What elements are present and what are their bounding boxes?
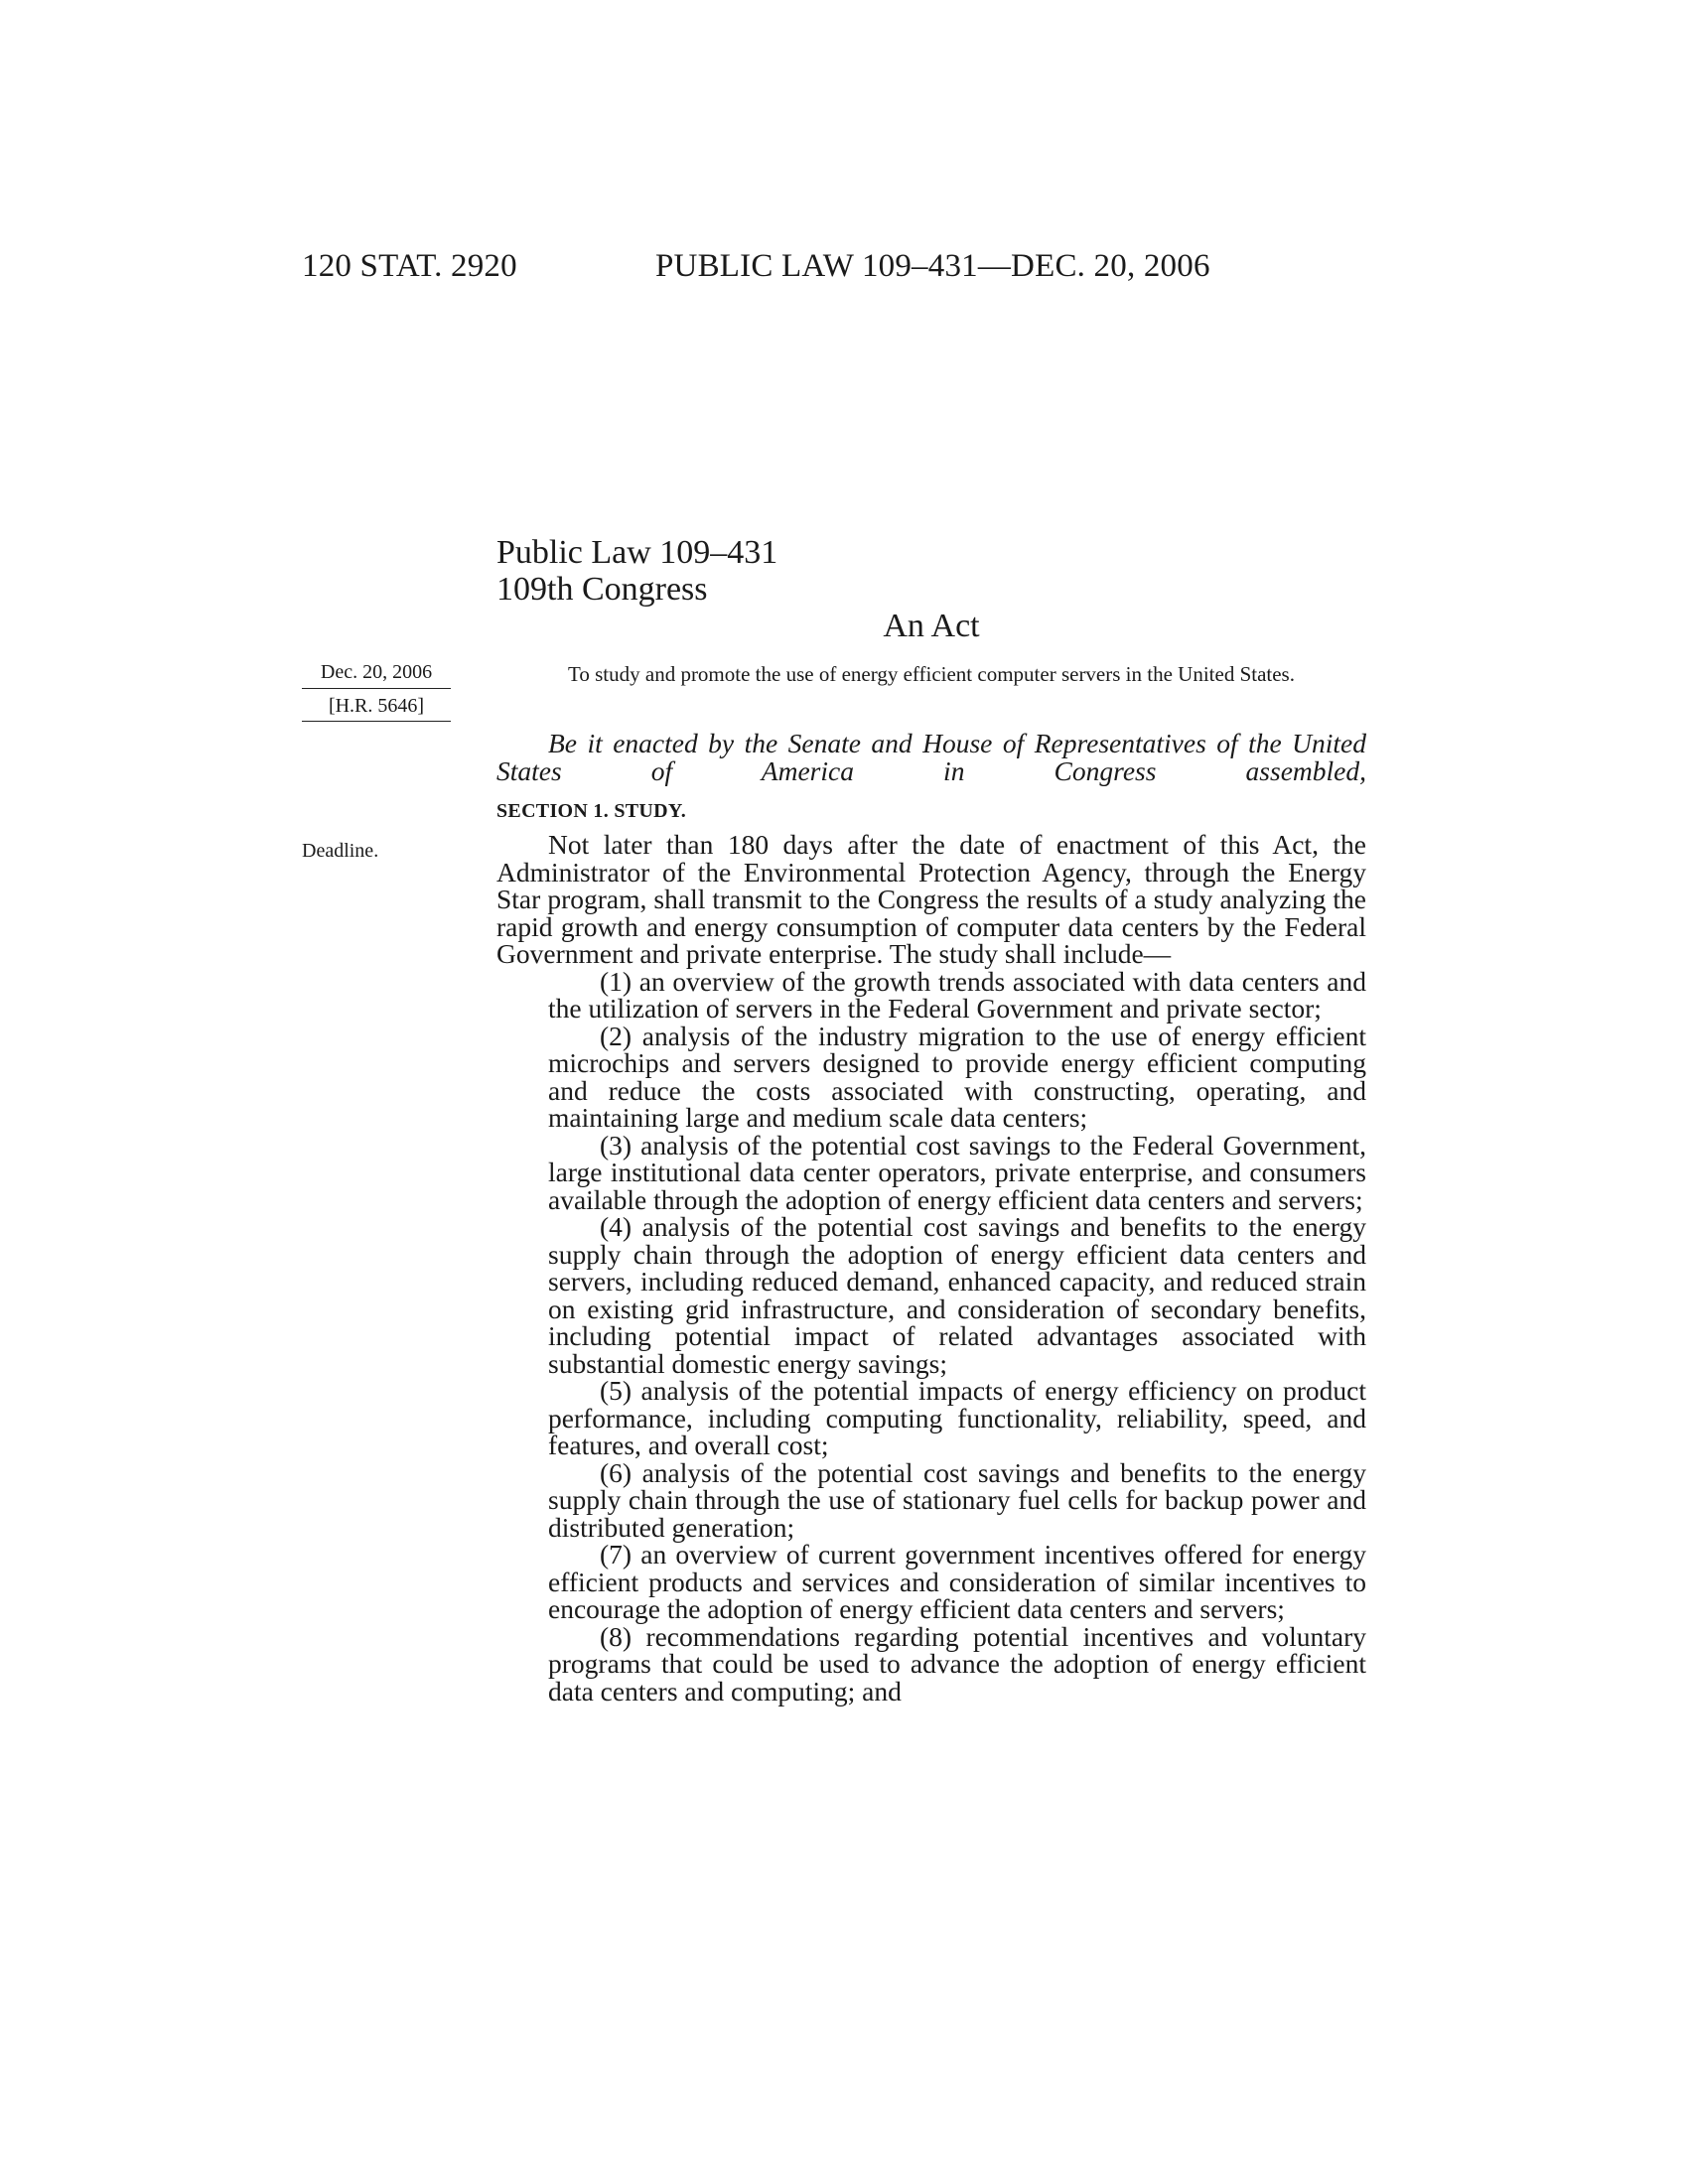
bill-number: [H.R. 5646] <box>302 689 451 722</box>
list-item: (2) analysis of the industry migration to the use of energy efficient microchips and servers designed to provide energy efficient computing and reduce the costs associated with constructing, operating, and maintaining large and medium scale data centers; <box>548 1020 1366 1133</box>
list-item: (5) analysis of the potential impacts of energy efficiency on product performance, including computing functionality, reliability, speed, and features, and overall cost; <box>548 1375 1366 1460</box>
enactment-date: Dec. 20, 2006 <box>302 661 451 689</box>
list-item: (3) analysis of the potential cost savings to the Federal Government, large institutional data center operators, private enterprise, and consumers available through the adoption of energy efficient data centers and servers; <box>548 1129 1366 1215</box>
running-header <box>302 248 1275 288</box>
margin-note-deadline: Deadline. <box>302 840 379 862</box>
list-item: (6) analysis of the potential cost savings and benefits to the energy supply chain through the use of stationary fuel cells for backup power and distributed generation; <box>548 1456 1366 1543</box>
list-item: (8) recommendations regarding potential incentives and voluntary programs that could be used to advance the adoption of energy efficient data centers and computing; and <box>548 1620 1366 1706</box>
law-number: Public Law 109–431 <box>496 534 778 571</box>
act-purpose: To study and promote the use of energy efficient computer servers in the United States. <box>568 662 1295 686</box>
title-block <box>496 534 777 608</box>
list-item: (1) an overview of the growth trends associated with data centers and the utilization of servers in the Federal Government and private sector; <box>548 965 1366 1024</box>
act-label: An Act <box>883 608 980 644</box>
section-heading: SECTION 1. STUDY. <box>496 800 687 822</box>
list-item: (4) analysis of the potential cost savings and benefits to the energy supply chain through the adoption of energy efficient data centers and servers, including reduced demand, enhanced capacity, and reduced strain on existing grid infrastructure, and consideration of secondary benefits, including potential impact of related advantages associated with substantial domestic energy savings; <box>548 1211 1366 1379</box>
enacting-clause: Be it enacted by the Senate and House of Representatives of the United States of America in Congress assembled, <box>496 728 1366 786</box>
margin-date-block <box>302 661 451 722</box>
section-intro: Not later than 180 days after the date of enactment of this Act, the Administrator of the Environmental Protection Agency, through the Energy Star program, shall transmit to the Congress the results of a study analyzing the rapid growth and energy consumption of computer data centers by the Federal Government and private enterprise. The study shall include— <box>496 829 1366 969</box>
running-title: PUBLIC LAW 109–431—DEC. 20, 2006 <box>655 248 1210 284</box>
congress-number: 109th Congress <box>496 571 708 608</box>
section-body <box>496 831 1366 1705</box>
list-item: (7) an overview of current government incentives offered for energy efficient products and services and consideration of similar incentives to encourage the adoption of energy efficient data centers and servers; <box>548 1539 1366 1624</box>
stat-citation: 120 STAT. 2920 <box>302 248 517 284</box>
